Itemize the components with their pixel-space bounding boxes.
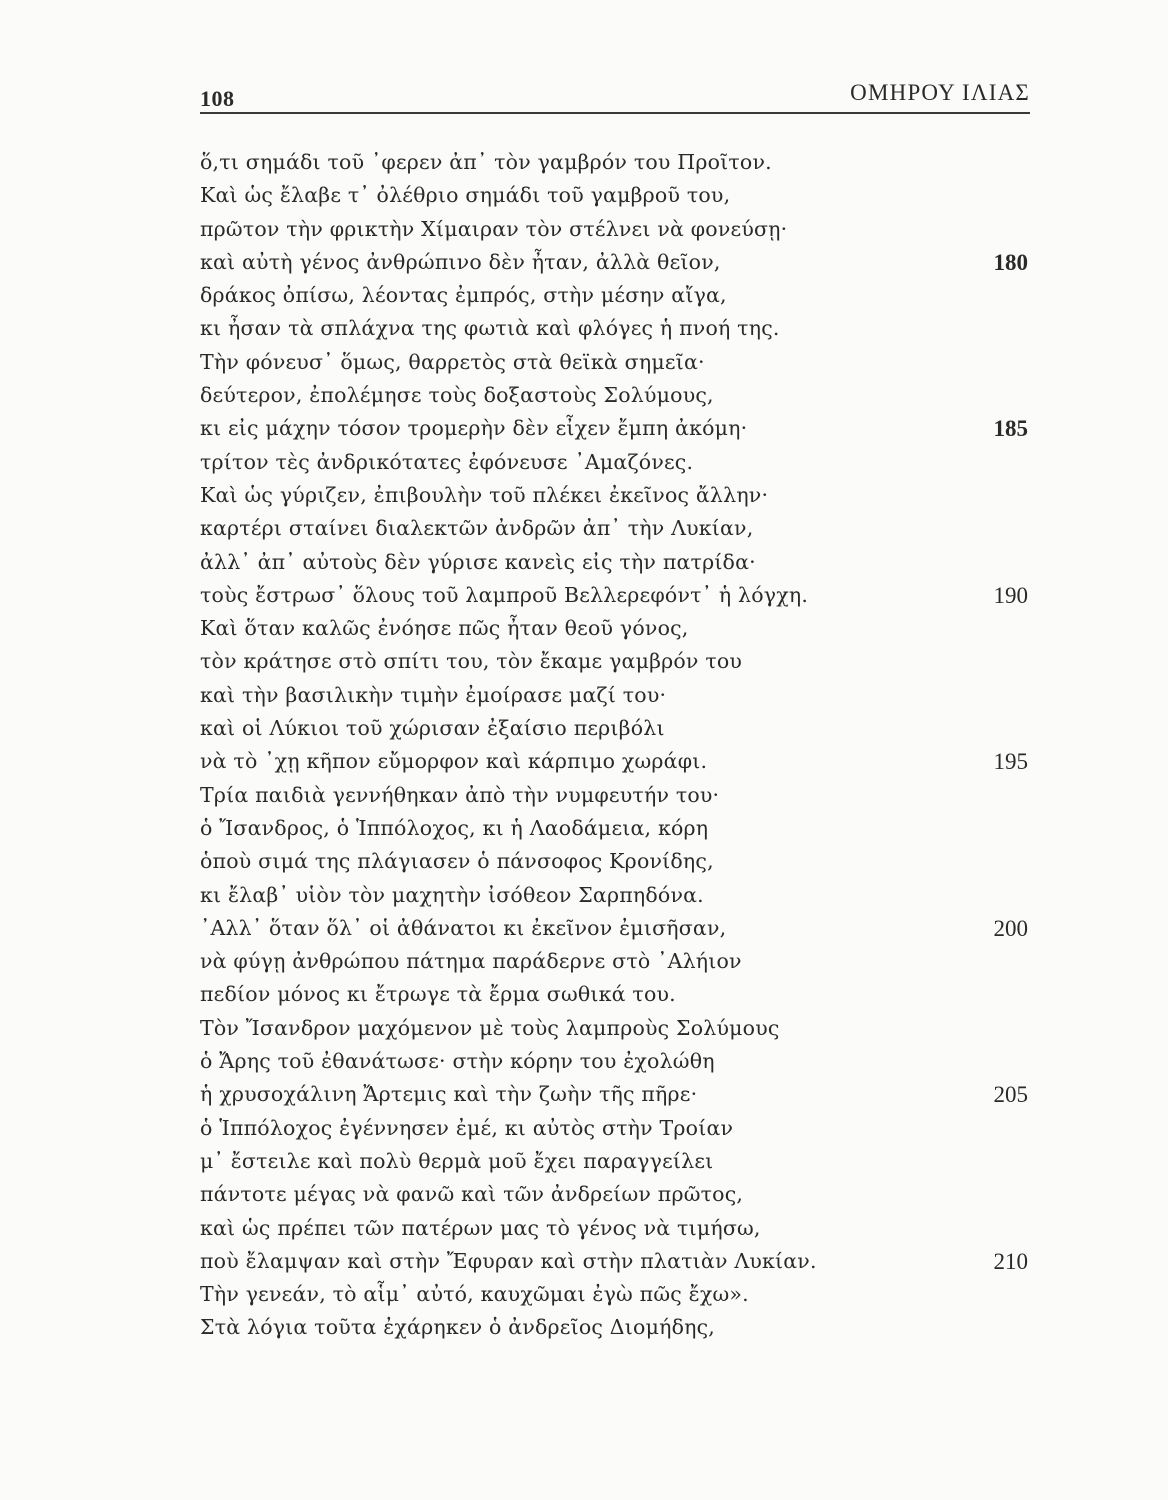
- verse-line: [200, 612, 1030, 645]
- verse-text: ὁποὺ σιμά της πλάγιασεν ὁ πάνσοφος Κρονίδης,: [200, 849, 714, 874]
- line-number: 185: [993, 416, 1028, 442]
- verse-text: κι ἔλαβ᾽ υἱὸν τὸν μαχητὴν ἰσόθεον Σαρπηδόνα.: [200, 882, 704, 907]
- verse-text: Τὸν Ἴσανδρον μαχόμενον μὲ τοὺς λαμπροὺς Σολύμους: [200, 1015, 780, 1040]
- verse-line: [200, 312, 1030, 345]
- verse-list: [200, 146, 1030, 1345]
- verse-line: [200, 779, 1030, 812]
- verse-line: [200, 479, 1030, 512]
- verse-text: δεύτερον, ἐπολέμησε τοὺς δοξαστοὺς Σολύμους,: [200, 383, 714, 408]
- verse-text: καὶ αὐτὴ γένος ἀνθρώπινο δὲν ἦταν, ἀλλὰ θεῖον,: [200, 249, 721, 274]
- line-number: 180: [993, 249, 1028, 275]
- header-divider: [200, 112, 1030, 114]
- verse-text: καὶ τὴν βασιλικὴν τιμὴν ἐμοίρασε μαζί του·: [200, 682, 667, 707]
- verse-line: [200, 1112, 1030, 1145]
- verse-line: [200, 912, 1030, 945]
- verse-line: [200, 346, 1030, 379]
- verse-line: [200, 978, 1030, 1011]
- verse-line: [200, 1311, 1030, 1344]
- verse-line: [200, 945, 1030, 978]
- verse-text: Τὴν γενεάν, τὸ αἷμ᾽ αὐτό, καυχῶμαι ἐγὼ πῶς ἔχω».: [200, 1282, 749, 1307]
- verse-line: [200, 712, 1030, 745]
- verse-text: κι ἦσαν τὰ σπλάχνα της φωτιὰ καὶ φλόγες ἡ πνοή της.: [200, 316, 780, 341]
- verse-text: τοὺς ἔστρωσ᾽ ὅλους τοῦ λαμπροῦ Βελλερεφόντ᾽ ἡ λόγχη.: [200, 582, 809, 607]
- verse-text: ἡ χρυσοχάλινη Ἄρτεμις καὶ τὴν ζωὴν τῆς πῆρε·: [200, 1082, 698, 1107]
- running-title: ΟΜΗΡΟΥ ΙΛΙΑΣ: [850, 80, 1030, 105]
- verse-line: [200, 1212, 1030, 1245]
- verse-text: κι εἰς μάχην τόσον τρομερὴν δὲν εἶχεν ἔμπη ἀκόμη·: [200, 416, 748, 441]
- verse-text: Τὴν φόνευσ᾽ ὅμως, θαρρετὸς στὰ θεϊκὰ σημεῖα·: [200, 349, 705, 374]
- verse-text: ὁ Ἄρης τοῦ ἐθανάτωσε· στὴν κόρην του ἐχολώθη: [200, 1049, 715, 1074]
- verse-text: καὶ οἱ Λύκιοι τοῦ χώρισαν ἐξαίσιο περιβόλι: [200, 716, 665, 741]
- verse-text: Καὶ ὅταν καλῶς ἐνόησε πῶς ἦταν θεοῦ γόνος,: [200, 616, 689, 641]
- verse-line: [200, 279, 1030, 312]
- line-number: 205: [993, 1082, 1028, 1108]
- verse-line: [200, 446, 1030, 479]
- verse-line: [200, 1078, 1030, 1111]
- verse-text: καρτέρι σταίνει διαλεκτῶν ἀνδρῶν ἀπ᾽ τὴν Λυκίαν,: [200, 516, 754, 541]
- line-number: 190: [993, 582, 1028, 608]
- verse-text: πρῶτον τὴν φρικτὴν Χίμαιραν τὸν στέλνει νὰ φονεύσῃ·: [200, 216, 788, 241]
- verse-text: ὁ Ἱππόλοχος ἐγέννησεν ἐμέ, κι αὐτὸς στὴν Τροίαν: [200, 1115, 734, 1140]
- verse-line: [200, 213, 1030, 246]
- verse-text: ἀλλ᾽ ἀπ᾽ αὐτοὺς δὲν γύρισε κανεὶς εἰς τὴν πατρίδα·: [200, 549, 756, 574]
- verse-line: [200, 579, 1030, 612]
- verse-line: [200, 745, 1030, 778]
- verse-text: Καὶ ὡς γύριζεν, ἐπιβουλὴν τοῦ πλέκει ἐκεῖνος ἄλλην·: [200, 482, 769, 507]
- verse-text: ᾽Αλλ᾽ ὅταν ὅλ᾽ οἱ ἀθάνατοι κι ἐκεῖνον ἐμισῆσαν,: [200, 915, 727, 940]
- verse-line: [200, 879, 1030, 912]
- verse-text: καὶ ὡς πρέπει τῶν πατέρων μας τὸ γένος νὰ τιμήσω,: [200, 1215, 761, 1240]
- verse-text: νὰ τὸ ᾽χῃ κῆπον εὔμορφον καὶ κάρπιμο χωράφι.: [200, 749, 708, 774]
- verse-text: Στὰ λόγια τοῦτα ἐχάρηκεν ὁ ἀνδρεῖος Διομήδης,: [200, 1315, 716, 1340]
- verse-text: τὸν κράτησε στὸ σπίτι του, τὸν ἔκαμε γαμβρόν του: [200, 649, 743, 674]
- verse-text: Καὶ ὡς ἔλαβε τ᾽ ὀλέθριο σημάδι τοῦ γαμβροῦ του,: [200, 183, 731, 208]
- verse-line: [200, 645, 1030, 678]
- verse-line: [200, 1145, 1030, 1178]
- verse-line: [200, 1278, 1030, 1311]
- page-number: 108: [200, 86, 235, 111]
- verse-text: ὅ,τι σημάδι τοῦ ᾽φερεν ἀπ᾽ τὸν γαμβρόν του Προῖτον.: [200, 150, 772, 174]
- verse-line: [200, 179, 1030, 212]
- verse-line: [200, 412, 1030, 445]
- verse-text: πάντοτε μέγας νὰ φανῶ καὶ τῶν ἀνδρείων πρῶτος,: [200, 1182, 744, 1207]
- verse-line: [200, 246, 1030, 279]
- verse-line: [200, 512, 1030, 545]
- verse-line: [200, 679, 1030, 712]
- verse-line: [200, 546, 1030, 579]
- verse-line: [200, 1245, 1030, 1278]
- verse-text: πεδίον μόνος κι ἔτρωγε τὰ ἔρμα σωθικά του.: [200, 982, 676, 1007]
- verse-text: ποὺ ἔλαμψαν καὶ στὴν Ἔφυραν καὶ στὴν πλατιὰν Λυκίαν.: [200, 1248, 817, 1273]
- line-number: 210: [993, 1248, 1028, 1274]
- verse-text: δράκος ὀπίσω, λέοντας ἐμπρός, στὴν μέσην αἴγα,: [200, 283, 727, 308]
- verse-line: [200, 1178, 1030, 1211]
- page-header: [200, 80, 1030, 116]
- verse-line: [200, 379, 1030, 412]
- line-number: 195: [993, 749, 1028, 775]
- verse-line: [200, 1012, 1030, 1045]
- verse-line: [200, 146, 1030, 179]
- verse-text: ὁ Ἴσανδρος, ὁ Ἱππόλοχος, κι ἡ Λαοδάμεια, κόρη: [200, 815, 709, 840]
- verse-text: Τρία παιδιὰ γεννήθηκαν ἀπὸ τὴν νυμφευτήν του·: [200, 782, 720, 807]
- verse-text: τρίτον τὲς ἀνδρικότατες ἐφόνευσε ᾽Αμαζόνες.: [200, 449, 694, 474]
- verse-line: [200, 812, 1030, 845]
- line-number: 200: [993, 915, 1028, 941]
- verse-line: [200, 1045, 1030, 1078]
- verse-line: [200, 845, 1030, 878]
- verse-text: νὰ φύγῃ ἀνθρώπου πάτημα παράδερνε στὸ ᾽Αλήιον: [200, 949, 742, 974]
- verse-text: μ᾽ ἔστειλε καὶ πολὺ θερμὰ μοῦ ἔχει παραγγείλει: [200, 1148, 714, 1173]
